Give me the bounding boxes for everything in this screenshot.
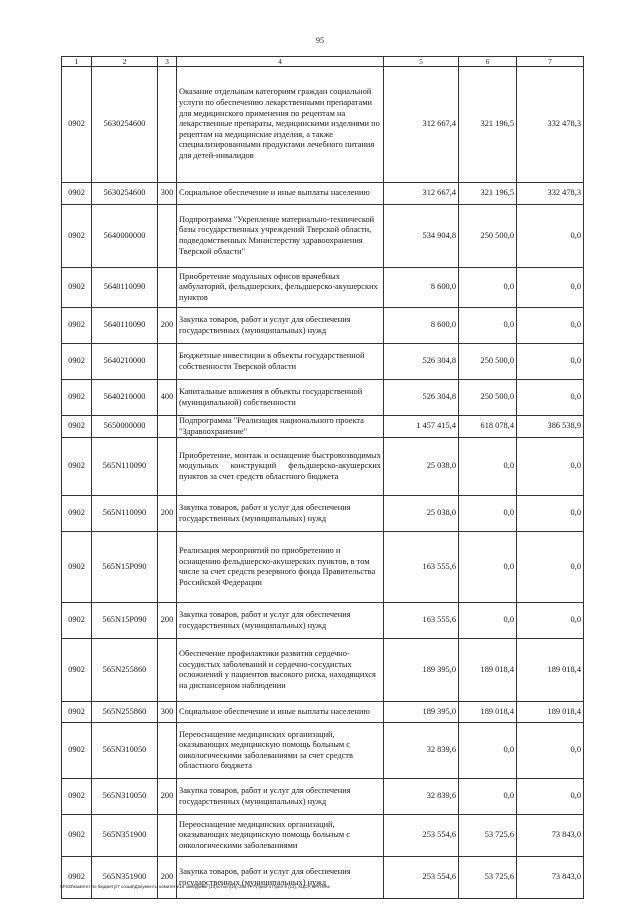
rz-code-cell: 0902: [62, 205, 92, 268]
amount-year3-cell: 189 018,4: [517, 702, 584, 723]
target-article-cell: 5630254600: [92, 183, 158, 205]
target-article-cell: 5640110090: [92, 308, 158, 344]
amount-year1-cell: 8 600,0: [384, 268, 459, 308]
expense-type-cell: [158, 639, 177, 702]
item-name-cell: Приобретение модульных офисов врачебных амбулаторий, фельдшерских, фельдшерско-акушерских пунктов: [177, 268, 384, 308]
expense-type-cell: 300: [158, 183, 177, 205]
amount-year3-cell: 0,0: [517, 205, 584, 268]
target-article-cell: 565N351900: [92, 857, 158, 899]
amount-year2-cell: 0,0: [459, 438, 517, 496]
file-path-footer: \\Fs03\комитет по бюджету\7 созыв\Документы комитета\16 заседание (10)\от\ос\(16) 253-П-7\Прил 4 Прил 8 (11), КЦСР, ВРЛ.xlsx: [60, 884, 330, 889]
amount-year3-cell: 0,0: [517, 779, 584, 815]
amount-year1-cell: 534 904,8: [384, 205, 459, 268]
rz-code-cell: 0902: [62, 380, 92, 416]
rz-code-cell: 0902: [62, 603, 92, 639]
target-article-cell: 565N351900: [92, 815, 158, 857]
amount-year3-cell: 332 478,3: [517, 67, 584, 183]
amount-year1-cell: 1 457 415,4: [384, 416, 459, 438]
table-row: [62, 857, 584, 899]
amount-year2-cell: 250 500,0: [459, 344, 517, 380]
rz-code-cell: 0902: [62, 857, 92, 899]
amount-year2-cell: 618 078,4: [459, 416, 517, 438]
target-article-cell: 565N310050: [92, 723, 158, 779]
amount-year3-cell: 73 843,0: [517, 815, 584, 857]
table-row: [62, 438, 584, 496]
table-row: [62, 603, 584, 639]
target-article-cell: 565N255860: [92, 639, 158, 702]
amount-year2-cell: 53 725,6: [459, 815, 517, 857]
item-name-cell: Переоснащение медицинских организаций, оказывающих медицинскую помощь больным с онкологическими заболеваниями: [177, 815, 384, 857]
item-name-cell: Социальное обеспечение и иные выплаты населению: [177, 702, 384, 723]
target-article-cell: 565N110090: [92, 438, 158, 496]
amount-year2-cell: 321 196,5: [459, 67, 517, 183]
expense-type-cell: [158, 416, 177, 438]
amount-year2-cell: 0,0: [459, 496, 517, 532]
amount-year2-cell: 250 500,0: [459, 205, 517, 268]
rz-code-cell: 0902: [62, 308, 92, 344]
item-name-cell: Закупка товаров, работ и услуг для обеспечения государственных (муниципальных) нужд: [177, 603, 384, 639]
amount-year3-cell: 189 018,4: [517, 639, 584, 702]
expense-type-cell: 400: [158, 380, 177, 416]
item-name-cell: Оказание отдельным категориям граждан социальной услуги по обеспечению лекарственными препаратами для медицинского применения по рецептам на лекарственные препараты, медицинскими изделиями по рецептам на медицинские изделия, а также специализированными продуктами лечебного питания для детей-инвалидов: [177, 67, 384, 183]
rz-code-cell: 0902: [62, 639, 92, 702]
target-article-cell: 565N15P090: [92, 603, 158, 639]
amount-year2-cell: 0,0: [459, 779, 517, 815]
rz-code-cell: 0902: [62, 67, 92, 183]
amount-year1-cell: 253 554,6: [384, 815, 459, 857]
expense-type-cell: 200: [158, 603, 177, 639]
target-article-cell: 565N310050: [92, 779, 158, 815]
table-row: [62, 344, 584, 380]
amount-year2-cell: 53 725,6: [459, 857, 517, 899]
budget-table: [61, 56, 584, 899]
item-name-cell: Капитальные вложения в объекты государственной (муниципальной) собственности: [177, 380, 384, 416]
table-row: [62, 639, 584, 702]
target-article-cell: 5650000000: [92, 416, 158, 438]
table-row: [62, 67, 584, 183]
target-article-cell: 5640110090: [92, 268, 158, 308]
expense-type-cell: [158, 815, 177, 857]
item-name-cell: Переоснащение медицинских организаций, оказывающих медицинскую помощь больным с онкологическими заболеваниями за счет средств областного бюджета: [177, 723, 384, 779]
table-body: [62, 67, 584, 899]
table-row: [62, 723, 584, 779]
table-row: [62, 779, 584, 815]
item-name-cell: Закупка товаров, работ и услуг для обеспечения государственных (муниципальных) нужд: [177, 308, 384, 344]
amount-year3-cell: 0,0: [517, 438, 584, 496]
table-row: [62, 380, 584, 416]
target-article-cell: 5630254600: [92, 67, 158, 183]
table-row: [62, 416, 584, 438]
table-row: [62, 183, 584, 205]
column-number: 2: [92, 57, 158, 67]
amount-year3-cell: 0,0: [517, 603, 584, 639]
expense-type-cell: [158, 532, 177, 603]
column-number: 7: [517, 57, 584, 67]
item-name-cell: Закупка товаров, работ и услуг для обеспечения государственных (муниципальных) нужд: [177, 496, 384, 532]
table-row: [62, 702, 584, 723]
target-article-cell: 565N255860: [92, 702, 158, 723]
expense-type-cell: [158, 205, 177, 268]
table-row: [62, 815, 584, 857]
column-number: 4: [177, 57, 384, 67]
rz-code-cell: 0902: [62, 344, 92, 380]
amount-year2-cell: 0,0: [459, 723, 517, 779]
amount-year1-cell: 8 600,0: [384, 308, 459, 344]
amount-year1-cell: 526 304,8: [384, 344, 459, 380]
item-name-cell: Обеспечение профилактики развития сердечно-сосудистых заболеваний и сердечно-сосудистых осложнений у пациентов высокого риска, находящихся на диспансерном наблюдении: [177, 639, 384, 702]
target-article-cell: 5640000000: [92, 205, 158, 268]
item-name-cell: Бюджетные инвестиции в объекты государственной собственности Тверской области: [177, 344, 384, 380]
table-row: [62, 308, 584, 344]
page-number: 95: [316, 36, 324, 45]
rz-code-cell: 0902: [62, 438, 92, 496]
expense-type-cell: 300: [158, 702, 177, 723]
item-name-cell: Реализация мероприятий по приобретению и оснащению фельдшерско-акушерских пунктов, в том числе за счет средств резервного фонда Правительства Российской Федерации: [177, 532, 384, 603]
amount-year1-cell: 189 395,0: [384, 639, 459, 702]
column-number: 3: [158, 57, 177, 67]
expense-type-cell: 200: [158, 779, 177, 815]
table-row: [62, 205, 584, 268]
target-article-cell: 5640210000: [92, 344, 158, 380]
rz-code-cell: 0902: [62, 183, 92, 205]
amount-year1-cell: 253 554,6: [384, 857, 459, 899]
amount-year1-cell: 25 038,0: [384, 438, 459, 496]
amount-year3-cell: 0,0: [517, 496, 584, 532]
amount-year2-cell: 0,0: [459, 268, 517, 308]
expense-type-cell: [158, 723, 177, 779]
item-name-cell: Социальное обеспечение и иные выплаты населению: [177, 183, 384, 205]
amount-year1-cell: 25 038,0: [384, 496, 459, 532]
amount-year3-cell: 0,0: [517, 532, 584, 603]
amount-year2-cell: 0,0: [459, 603, 517, 639]
rz-code-cell: 0902: [62, 723, 92, 779]
amount-year2-cell: 189 018,4: [459, 639, 517, 702]
amount-year3-cell: 0,0: [517, 380, 584, 416]
amount-year1-cell: 163 555,6: [384, 603, 459, 639]
expense-type-cell: [158, 438, 177, 496]
amount-year3-cell: 0,0: [517, 268, 584, 308]
expense-type-cell: [158, 344, 177, 380]
expense-type-cell: 200: [158, 308, 177, 344]
amount-year2-cell: 250 500,0: [459, 380, 517, 416]
target-article-cell: 5640210000: [92, 380, 158, 416]
amount-year1-cell: 189 395,0: [384, 702, 459, 723]
amount-year3-cell: 0,0: [517, 308, 584, 344]
amount-year2-cell: 321 196,5: [459, 183, 517, 205]
amount-year3-cell: 73 843,0: [517, 857, 584, 899]
amount-year1-cell: 32 839,6: [384, 779, 459, 815]
rz-code-cell: 0902: [62, 416, 92, 438]
table-row: [62, 496, 584, 532]
table-row: [62, 268, 584, 308]
target-article-cell: 565N110090: [92, 496, 158, 532]
column-number: 1: [62, 57, 92, 67]
expense-type-cell: [158, 268, 177, 308]
expense-type-cell: [158, 67, 177, 183]
item-name-cell: Закупка товаров, работ и услуг для обеспечения государственных (муниципальных) нужд: [177, 779, 384, 815]
column-number: 5: [384, 57, 459, 67]
amount-year3-cell: 0,0: [517, 344, 584, 380]
amount-year2-cell: 0,0: [459, 532, 517, 603]
amount-year1-cell: 163 555,6: [384, 532, 459, 603]
item-name-cell: Приобретение, монтаж и оснащение быстровозводимых модульных конструкций фельдшерско-акушерских пунктов за счет средств областного бюджета: [177, 438, 384, 496]
amount-year1-cell: 312 667,4: [384, 183, 459, 205]
rz-code-cell: 0902: [62, 779, 92, 815]
item-name-cell: Подпрограмма "Укрепление материально-технической базы государственных учреждений Тверской области, подведомственных Министерству здравоохранения Тверской области": [177, 205, 384, 268]
column-number: 6: [459, 57, 517, 67]
rz-code-cell: 0902: [62, 815, 92, 857]
rz-code-cell: 0902: [62, 702, 92, 723]
rz-code-cell: 0902: [62, 532, 92, 603]
amount-year1-cell: 526 304,8: [384, 380, 459, 416]
rz-code-cell: 0902: [62, 496, 92, 532]
amount-year3-cell: 0,0: [517, 723, 584, 779]
expense-type-cell: 200: [158, 857, 177, 899]
amount-year3-cell: 332 478,3: [517, 183, 584, 205]
expense-type-cell: 200: [158, 496, 177, 532]
rz-code-cell: 0902: [62, 268, 92, 308]
amount-year2-cell: 189 018,4: [459, 702, 517, 723]
item-name-cell: Подпрограмма "Реализация национального проекта "Здравоохранение": [177, 416, 384, 438]
item-name-cell: Закупка товаров, работ и услуг для обеспечения государственных (муниципальных) нужд: [177, 857, 384, 899]
amount-year2-cell: 0,0: [459, 308, 517, 344]
amount-year3-cell: 386 538,9: [517, 416, 584, 438]
amount-year1-cell: 32 839,6: [384, 723, 459, 779]
amount-year1-cell: 312 667,4: [384, 67, 459, 183]
column-number-row: [62, 57, 584, 67]
table-row: [62, 532, 584, 603]
target-article-cell: 565N15P090: [92, 532, 158, 603]
